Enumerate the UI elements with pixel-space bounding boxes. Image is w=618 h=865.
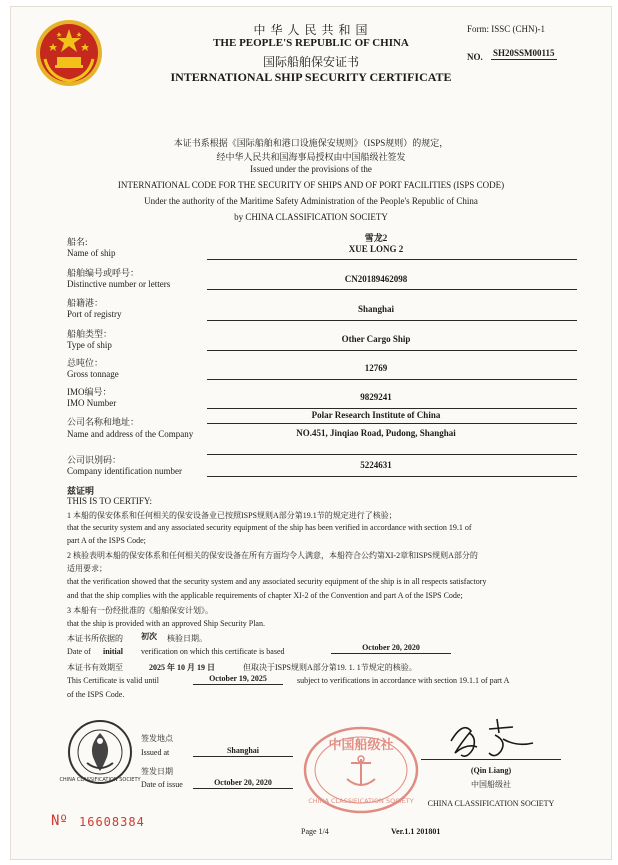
serial-prefix: Nº — [51, 813, 68, 829]
certify-heading-cn: 兹证明 — [67, 486, 95, 496]
issued-at-cn: 签发地点 — [141, 734, 173, 743]
subtitle-en: INTERNATIONAL SHIP SECURITY CERTIFICATE — [170, 70, 452, 84]
intro-line-2: 经中华人民共和国海事局授权由中国船级社签发 — [216, 152, 406, 162]
certify-p1-en-b: part A of the ISPS Code; — [67, 536, 146, 545]
issued-at-en: Issued at — [141, 748, 170, 757]
stamp-cn-text: 中国船级社 — [328, 738, 394, 753]
intro-line-1: 本证书系根据《国际船舶和港口设施保安规则》（ISPS规则）的规定， — [173, 138, 449, 148]
valid-en-value: October 19, 2025 — [193, 674, 283, 685]
title-en: THE PEOPLE'S REPUBLIC OF CHINA — [213, 37, 409, 49]
field-label-cn: 船名: — [67, 237, 88, 247]
field-label-cn: 船舶编号或呼号： — [67, 268, 140, 278]
page-number: Page 1/4 — [301, 827, 329, 836]
certify-p2-cn-a: 2 核验表明本船的保安体系和任何相关的保安设备在所有方面均令人满意，本船符合公约第XI-2章和ISPS规则A部分的 — [67, 551, 478, 560]
subtitle-cn: 国际船舶保安证书 — [262, 55, 359, 69]
type-value: Other Cargo Ship — [341, 334, 411, 344]
basis-en-label: Date of — [67, 647, 91, 656]
certify-p3-en: that the ship is provided with an approved Ship Security Plan. — [67, 619, 265, 628]
field-label-cn: 船籍港： — [67, 298, 104, 308]
basis-cn-value: 初次 — [141, 632, 157, 641]
stamp-en-text: CHINA CLASSIFICATION SOCIETY — [308, 797, 414, 805]
basis-en-suffix: verification on which this certificate is based — [141, 647, 285, 656]
field-label-en: Type of ship — [67, 340, 112, 350]
certify-p1-en-a: that the security system and any associated security equipment of the ship has been verified in accordance with section 19.1 of — [67, 523, 472, 532]
certificate-sheet — [10, 6, 612, 860]
valid-cn-value: 2025 年 10 月 19 日 — [149, 663, 215, 672]
imo-value: 9829241 — [360, 392, 392, 402]
field-label-cn: IMO编号： — [67, 387, 112, 397]
field-label-cn: 公司识别码： — [67, 455, 122, 465]
intro-line-5: Under the authority of the Maritime Safety Administration of the People's Republic of China — [144, 196, 478, 206]
basis-date: October 20, 2020 — [331, 643, 451, 654]
serial-number: 16608384 — [79, 815, 145, 829]
valid-en-suffix: subject to verifications in accordance with section 19.1.1 of part A — [297, 676, 510, 685]
basis-cn-label: 本证书所依据的 — [67, 634, 123, 643]
certify-p2-cn-b: 适用要求； — [67, 564, 107, 573]
valid-en-tail: of the ISPS Code. — [67, 690, 125, 699]
field-label-cn: 总吨位： — [67, 358, 104, 368]
issued-at-value: Shanghai — [193, 746, 293, 757]
certify-heading-en: THIS IS TO CERTIFY: — [67, 496, 153, 506]
valid-cn-label: 本证书有效期至 — [67, 663, 123, 672]
field-label-cn: 公司名称和地址： — [67, 417, 140, 427]
certify-p3-cn: 3 本船有一份经批准的《船舶保安计划》。 — [67, 606, 213, 615]
national-emblem — [35, 19, 103, 87]
basis-en-value: initial — [103, 647, 124, 656]
issue-date-value: October 20, 2020 — [193, 778, 293, 789]
valid-en-label: This Certificate is valid until — [67, 676, 159, 685]
company-id-value: 5224631 — [360, 460, 392, 470]
no-label: NO. — [467, 52, 483, 62]
ship-name-value: XUE LONG 2 — [348, 244, 404, 254]
intro-line-3: Issued under the provisions of the — [250, 164, 372, 174]
certify-p2-en-b: and that the ship complies with the applicable requirements of chapter XI-2 of the Convention and part A of the ISPS Code; — [67, 591, 463, 600]
field-label-en: Gross tonnage — [67, 369, 119, 379]
field-label-en: Name and address of the Company — [67, 429, 194, 439]
tonnage-value: 12769 — [364, 363, 388, 373]
intro-line-6: by CHINA CLASSIFICATION SOCIETY — [234, 212, 388, 222]
basis-cn-suffix: 核验日期。 — [167, 634, 207, 643]
form-label: Form: ISSC (CHN)-1 — [467, 24, 546, 34]
society-en: CHINA CLASSIFICATION SOCIETY — [427, 799, 555, 808]
ccs-emblem-text: CHINA CLASSIFICATION SOCIETY — [59, 777, 141, 783]
certify-p1-cn: 1 本船的保安体系和任何相关的保安设备业已按照ISPS规则A部分第19.1节的规定进行了核验； — [67, 511, 397, 520]
field-label-en: Port of registry — [67, 309, 122, 319]
field-label-en: Distinctive number or letters — [67, 279, 171, 289]
ccs-emblem-seal — [59, 719, 141, 785]
signature — [437, 713, 557, 765]
field-label-cn: 船舶类型： — [67, 329, 113, 339]
issue-date-cn: 签发日期 — [141, 767, 173, 776]
company-name-value: Polar Research Institute of China — [311, 410, 441, 420]
field-label-en: IMO Number — [67, 398, 117, 408]
company-address-value: NO.451, Jinqiao Road, Pudong, Shanghai — [296, 428, 456, 438]
field-label-en: Name of ship — [67, 248, 116, 258]
valid-cn-suffix: 但取决于ISPS规则A部分第19. 1. 1节规定的核验。 — [243, 663, 417, 672]
issue-date-en: Date of issue — [141, 780, 183, 789]
field-label-en: Company identification number — [67, 466, 182, 476]
society-cn: 中国船级社 — [471, 780, 511, 789]
certificate-number: SH20SSM00115 — [493, 48, 555, 58]
ship-name-cn: 雪龙2 — [364, 233, 388, 243]
distinctive-value: CN20189462098 — [344, 274, 408, 284]
version-label: Ver.1.1 201801 — [391, 827, 441, 836]
certify-p2-en-a: that the verification showed that the security system and any associated security equipment of the ship is in all respects satisfactory — [67, 577, 487, 586]
title-cn: 中 华 人 民 共 和 国 — [253, 23, 369, 37]
port-value: Shanghai — [357, 304, 395, 314]
intro-line-4: INTERNATIONAL CODE FOR THE SECURITY OF SHIPS AND OF PORT FACILITIES (ISPS CODE) — [117, 180, 505, 190]
signer-name: (Qin Liang) — [470, 766, 512, 775]
